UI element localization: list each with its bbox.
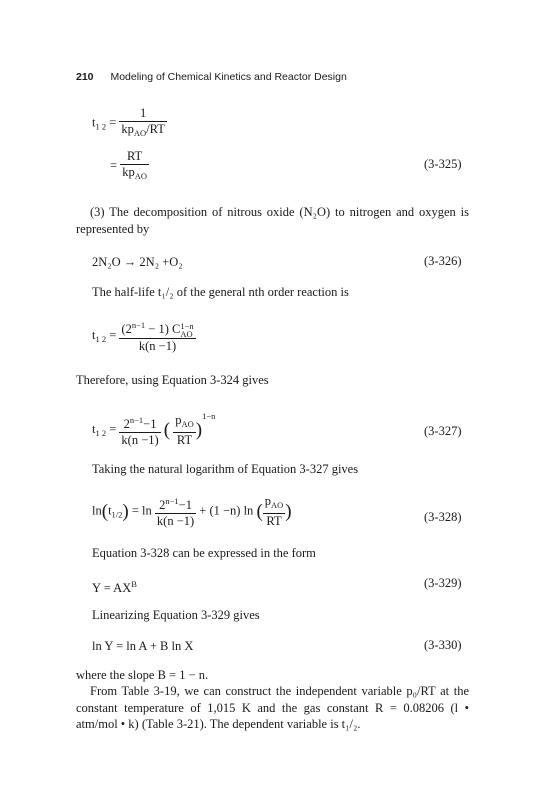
paren-open: ( — [163, 419, 171, 441]
numerator: 1 — [119, 106, 166, 122]
num-text: (2 — [121, 322, 132, 336]
num-superscript: n−1 — [131, 320, 146, 330]
eq-symbol: t — [92, 115, 96, 130]
eq-subscript: 1 2 — [95, 333, 107, 344]
numerator — [119, 318, 195, 339]
eq-text: Y = AX — [92, 581, 132, 595]
eq-symbol: t — [92, 327, 96, 342]
num-subscript: AO — [180, 329, 193, 340]
page-number: 210 — [76, 71, 94, 83]
numerator — [119, 413, 160, 433]
eq-symbol: t — [92, 422, 96, 436]
denominator: k(n −1) — [138, 339, 177, 354]
eq-subscript: 1 2 — [95, 428, 107, 438]
paragraph-slope: where the slope B = 1 − n. — [76, 668, 209, 682]
fraction — [119, 318, 195, 354]
numerator — [155, 494, 196, 514]
middle-term: + (1 −n) ln — [199, 503, 254, 518]
fraction — [119, 413, 160, 448]
equation-3-325-line1: $t_{1 2}$ = $\frac{1}{kp_{AO}/RT}$ — [92, 106, 167, 141]
equals-ln: = ln — [131, 503, 152, 518]
num-superscript: 1−n — [180, 321, 194, 332]
paragraph-linearizing: Linearizing Equation 3-329 gives — [92, 608, 260, 622]
denominator: k(n −1) — [121, 432, 159, 447]
paragraph-natural-log: Taking the natural logarithm of Equation 3-327 gives — [92, 462, 359, 476]
den-subscript: AO — [133, 128, 147, 138]
paragraph-expressed: Equation 3-328 can be expressed in the form — [92, 546, 316, 560]
denominator: k(n −1) — [156, 514, 195, 528]
exponent: 1−n — [202, 411, 216, 421]
running-header — [76, 71, 347, 83]
paragraph-therefore: Therefore, using Equation 3-324 gives — [76, 373, 269, 387]
denominator — [119, 122, 166, 141]
fraction — [119, 106, 166, 141]
denominator: RT — [266, 514, 282, 528]
equation-3-327: $t_{1 2}$ = $\frac{2^{n-1}-1}{k(n -1)}$ ( $\frac{p_{AO}}{RT}$ )$^{1-n}$ — [92, 411, 216, 447]
paren-close: ) — [195, 419, 203, 441]
paren-open: ( — [256, 501, 263, 522]
equation-number: (3-325) — [424, 157, 462, 171]
equation-3-328 — [92, 494, 292, 529]
pressure-fraction — [263, 494, 286, 529]
paren-close: ) — [122, 501, 129, 522]
numerator — [173, 413, 196, 433]
equation-number: (3-329) — [424, 576, 462, 590]
equation-number: (3-330) — [424, 638, 462, 652]
paragraph-table-3-19: From Table 3-19, we can construct the independent variable p₀/RT at the constant temperature of 1,015 K and the gas constant R = 0.08206 (l • atm/mol • k) (Table 3-21). The dependent variable is t₁/₂. — [76, 684, 469, 731]
num-subscript: AO — [181, 418, 194, 429]
pressure-fraction — [173, 413, 196, 448]
equation-number: (3-328) — [424, 510, 462, 524]
equation-number: (3-326) — [424, 254, 462, 268]
equation-3-325-line2: = $\frac{RT}{kp_{AO}}$ — [110, 149, 149, 184]
num-superscript: n−1 — [129, 414, 144, 425]
running-title: Modeling of Chemical Kinetics and Reactor Design — [110, 71, 347, 83]
ln-operator: ln — [92, 503, 102, 518]
eq-subscript: 1/2 — [111, 509, 123, 520]
num-text: − 1) C — [145, 322, 181, 336]
eq-symbol: t — [108, 503, 112, 518]
equation-number: (3-327) — [424, 424, 462, 438]
num-text: p — [264, 494, 272, 508]
den-tail: /RT — [146, 122, 165, 136]
equation-3-326: 2N₂O → 2N₂ +O₂ — [92, 255, 183, 269]
paragraph-half-life: The half-life t₁/₂ of the general nth order reaction is — [92, 285, 349, 299]
paren-open: ( — [101, 501, 109, 522]
num-text: p — [175, 412, 182, 427]
eq-superscript: B — [131, 579, 137, 589]
den-text: kp — [122, 165, 135, 179]
num-subscript: AO — [271, 500, 284, 510]
num-text: 2 — [159, 498, 166, 512]
denominator: RT — [176, 432, 193, 447]
equation-half-life: $t_{1 2}$ = $(2^{n-1} - 1)$ C 1−n AO k(n −1) — [92, 320, 194, 354]
den-text: kp — [121, 122, 134, 136]
den-subscript: AO — [134, 171, 147, 181]
equation-3-330: ln Y = ln A + B ln X — [92, 639, 194, 653]
equation-3-329 — [92, 576, 137, 596]
numerator — [263, 494, 286, 514]
paren-close: ) — [285, 501, 292, 522]
num-superscript: n−1 — [165, 496, 179, 506]
num-text: 2 — [123, 416, 130, 431]
numerator: RT — [120, 149, 149, 165]
num-text: −1 — [178, 498, 192, 512]
fraction — [155, 494, 196, 529]
eq-subscript: 1 2 — [95, 121, 107, 132]
paragraph-nitrous-oxide: (3) The decomposition of nitrous oxide (N₂O) to nitrogen and oxygen is represented by — [76, 205, 469, 236]
denominator — [120, 165, 149, 184]
fraction — [120, 149, 149, 184]
num-text: −1 — [143, 416, 157, 431]
